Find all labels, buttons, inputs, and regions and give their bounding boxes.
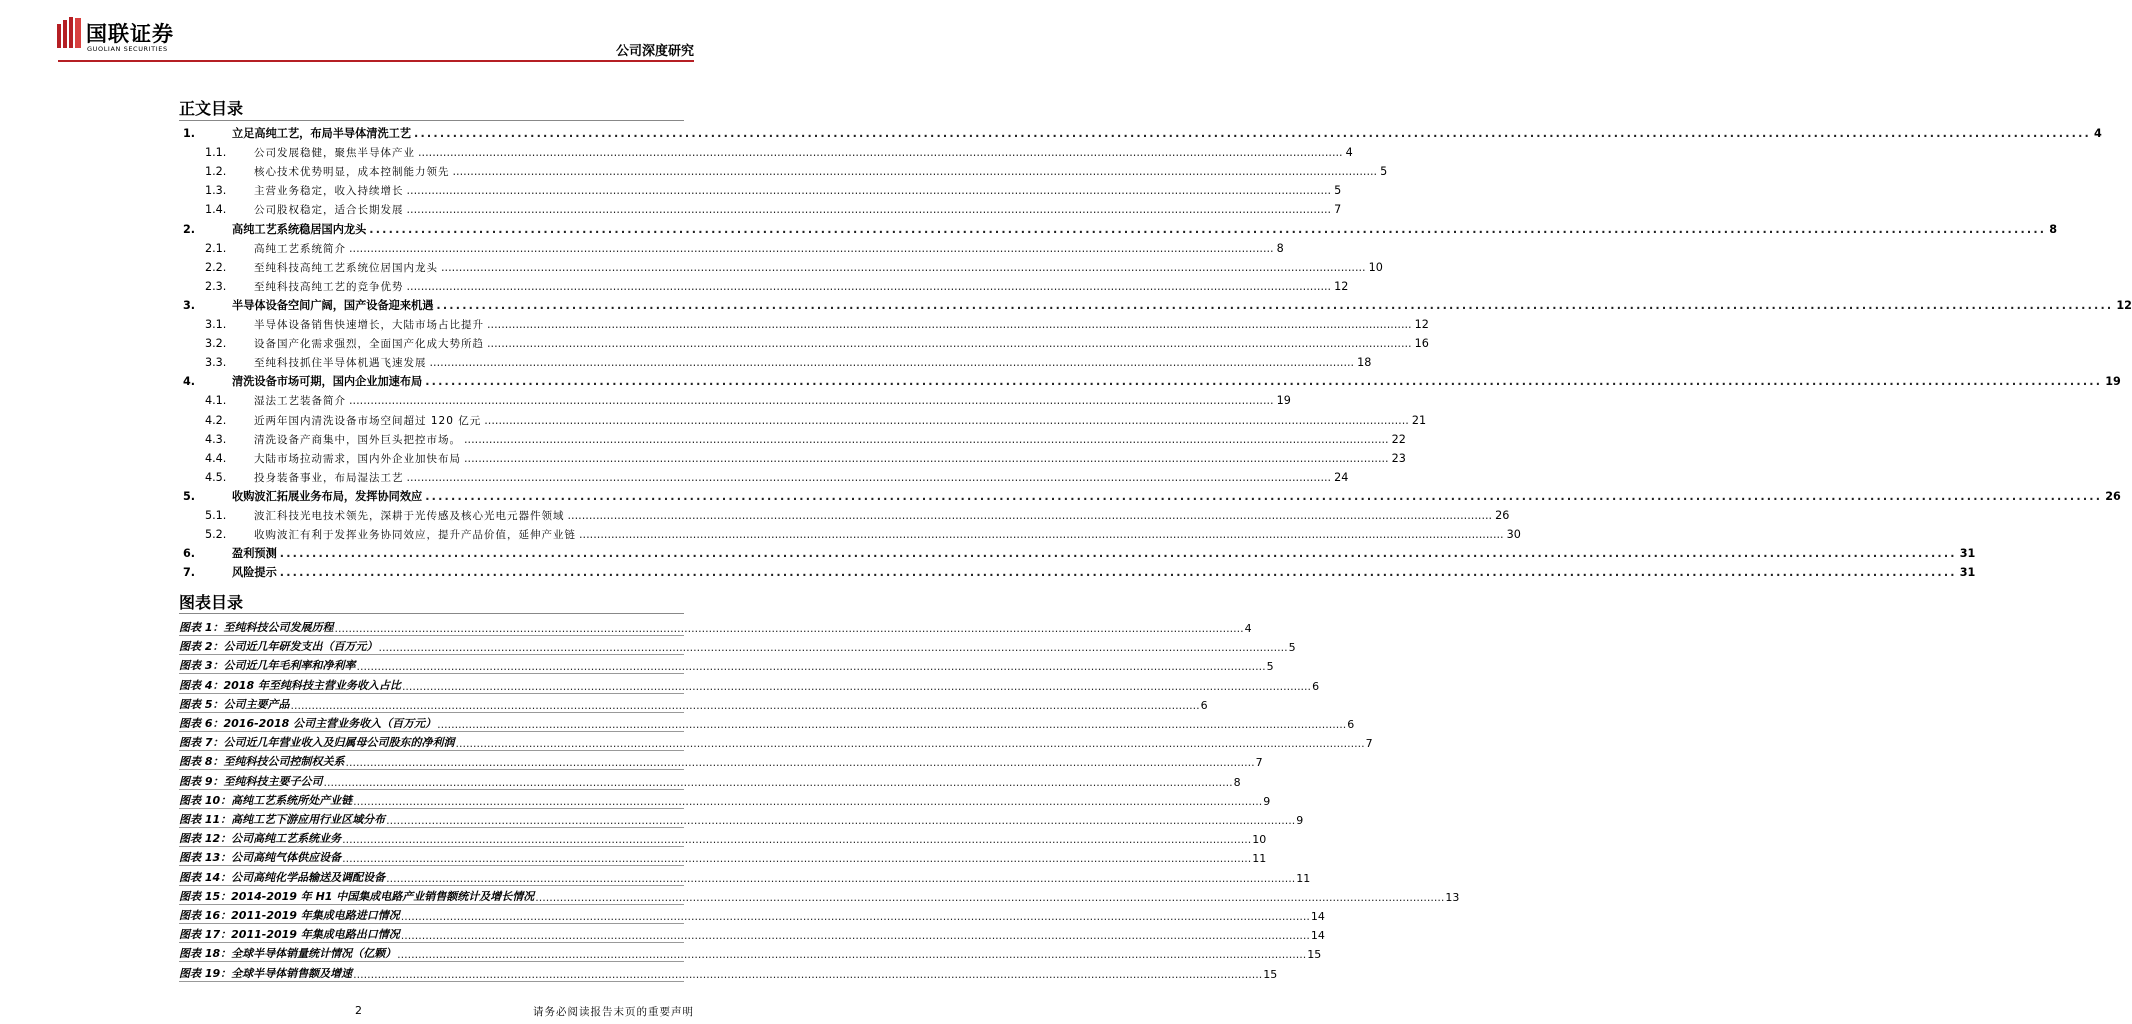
toc-entry-number: 1.2.	[205, 165, 227, 179]
toc-entry-number: 3.	[183, 298, 196, 312]
toc-leader-dots: ....................................................................................................................................................................................................................................................................	[464, 432, 1389, 446]
toc-entry-number: 1.3.	[205, 184, 227, 198]
figure-leader-dots: ....................................................................................................................................................................................................................................................................	[342, 852, 1252, 866]
toc-entry[interactable]	[179, 297, 2132, 315]
figure-entry-page: 5	[1288, 641, 1296, 655]
figure-leader-dots: ....................................................................................................................................................................................................................................................................	[334, 622, 1244, 635]
toc-entry[interactable]	[179, 125, 2102, 143]
toc-entry-title: 至纯科技高纯工艺的竞争优势	[254, 280, 404, 293]
figure-leader-dots: ....................................................................................................................................................................................................................................................................	[401, 679, 1312, 693]
toc-entry-number: 1.1.	[205, 146, 227, 160]
toc-leader-dots: ....................................................................................................................................................................................................................................................................	[406, 470, 1332, 484]
figure-entry-page: 14	[1310, 910, 1325, 923]
figure-entry-title: 图表 14：公司高纯化学品输送及调配设备	[179, 870, 386, 884]
toc-leader-dots: ....................................................................................................................................................................................................................................................................	[425, 375, 2103, 389]
figure-entry-page: 15	[1307, 948, 1322, 962]
toc-entry-page: 12	[1414, 318, 1429, 331]
toc-leader-dots: ....................................................................................................................................................................................................................................................................	[349, 394, 1274, 408]
toc-entry-number: 3.1.	[205, 318, 227, 331]
toc-entry-page: 18	[1357, 356, 1372, 370]
toc-entry-title: 近两年国内清洗设备市场空间超过 120 亿元	[254, 414, 482, 427]
figure-leader-dots: ....................................................................................................................................................................................................................................................................	[290, 698, 1200, 712]
toc-leader-dots: ....................................................................................................................................................................................................................................................................	[436, 298, 2114, 312]
figure-entry[interactable]	[179, 636, 1296, 655]
figure-entry-page: 7	[1365, 737, 1373, 751]
toc-entry[interactable]	[179, 259, 1383, 277]
toc-entry-page: 10	[1368, 260, 1383, 274]
figure-list-heading: 图表目录	[179, 593, 244, 612]
toc-entry-page: 4	[1345, 146, 1353, 160]
figure-entry[interactable]	[179, 675, 1320, 694]
figure-leader-dots: ....................................................................................................................................................................................................................................................................	[353, 794, 1263, 808]
toc-leader-dots: ....................................................................................................................................................................................................................................................................	[425, 489, 2103, 503]
toc-entry-page: 8	[2049, 222, 2058, 236]
figure-leader-dots: ....................................................................................................................................................................................................................................................................	[400, 929, 1310, 943]
figure-entry-page: 6	[1200, 698, 1208, 712]
toc-leader-dots: ....................................................................................................................................................................................................................................................................	[484, 413, 1409, 427]
toc-entry-title: 半导体设备空间广阔，国产设备迎来机遇	[232, 298, 434, 312]
figure-entry[interactable]	[179, 771, 1241, 790]
toc-entry-number: 2.2.	[205, 260, 227, 274]
toc-entry[interactable]	[179, 221, 2058, 239]
toc-entry-page: 23	[1391, 451, 1406, 465]
toc-entry-page: 22	[1391, 432, 1406, 446]
figure-leader-dots: ....................................................................................................................................................................................................................................................................	[455, 737, 1365, 751]
figure-entry[interactable]	[179, 905, 1325, 924]
toc-heading: 正文目录	[179, 99, 244, 118]
figure-entry-page: 6	[1347, 718, 1355, 731]
figure-entry[interactable]	[179, 732, 1373, 751]
toc-entry-page: 12	[1334, 279, 1349, 293]
toc-entry-title: 波汇科技光电技术领先，深耕于光传感及核心光电元器件领域	[254, 510, 565, 522]
figure-list-heading-rule	[179, 613, 684, 614]
figure-entry-title: 图表 15：2014-2019 年 H1 中国集成电路产业销售额统计及增长情况	[179, 889, 535, 903]
figure-entry-page: 13	[1445, 890, 1460, 904]
toc-entry-number: 2.3.	[205, 279, 227, 293]
toc-leader-dots: ....................................................................................................................................................................................................................................................................	[406, 203, 1332, 217]
toc-entry-title: 半导体设备销售快速增长，大陆市场占比提升	[254, 319, 484, 331]
toc-entry-number: 4.5.	[205, 470, 227, 484]
header-divider	[58, 60, 694, 62]
toc-entry-page: 24	[1334, 470, 1349, 484]
figure-entry-page: 10	[1252, 833, 1267, 847]
figure-entry[interactable]	[179, 713, 1355, 732]
toc-entry-title: 清洗设备产商集中，国外巨头把控市场。	[254, 433, 461, 446]
figure-leader-dots: ....................................................................................................................................................................................................................................................................	[356, 660, 1266, 674]
figure-entry-title: 图表 11：高纯工艺下游应用行业区域分布	[179, 813, 386, 826]
toc-leader-dots: ....................................................................................................................................................................................................................................................................	[487, 318, 1412, 331]
figure-entry-title: 图表 6：2016-2018 公司主营业务收入（百万元）	[179, 717, 437, 730]
toc-leader-dots: ....................................................................................................................................................................................................................................................................	[279, 547, 1957, 561]
toc-entry-page: 12	[2116, 298, 2132, 312]
toc-entry-page: 16	[1414, 337, 1429, 351]
figure-entry[interactable]	[179, 655, 1274, 674]
figure-leader-dots: ....................................................................................................................................................................................................................................................................	[397, 948, 1307, 962]
toc-entry[interactable]	[179, 392, 1291, 410]
figure-leader-dots: ....................................................................................................................................................................................................................................................................	[386, 814, 1296, 827]
figure-entry-page: 7	[1255, 756, 1263, 770]
figure-entry-page: 9	[1263, 794, 1271, 808]
toc-leader-dots: ....................................................................................................................................................................................................................................................................	[414, 127, 2091, 140]
toc-leader-dots: ....................................................................................................................................................................................................................................................................	[579, 528, 1504, 542]
toc-entry[interactable]	[179, 163, 1388, 181]
figure-entry-title: 图表 18：全球半导体销量统计情况（亿颗）	[179, 947, 397, 961]
toc-entry-page: 19	[2105, 375, 2121, 389]
toc-entry-number: 4.1.	[205, 394, 227, 408]
toc-entry-page: 26	[1495, 509, 1510, 522]
toc-entry-number: 1.4.	[205, 203, 227, 217]
toc-entry-page: 31	[1959, 547, 1976, 561]
toc-leader-dots: ....................................................................................................................................................................................................................................................................	[567, 509, 1493, 522]
toc-leader-dots: ....................................................................................................................................................................................................................................................................	[487, 337, 1412, 351]
toc-leader-dots: ....................................................................................................................................................................................................................................................................	[406, 279, 1332, 293]
toc-entry-page: 5	[1334, 184, 1342, 198]
toc-entry-number: 4.4.	[205, 451, 227, 465]
footer-disclaimer: 请务必阅读报告末页的重要声明	[533, 1006, 694, 1018]
toc-entry[interactable]	[179, 431, 1406, 449]
toc-entry-title: 风险提示	[232, 566, 277, 580]
toc-entry-number: 3.2.	[205, 337, 227, 351]
toc-entry[interactable]	[179, 488, 2121, 506]
toc-leader-dots: ....................................................................................................................................................................................................................................................................	[429, 356, 1355, 370]
toc-entry-title: 投身装备事业，布局湿法工艺	[254, 471, 404, 484]
figure-entry-title: 图表 4：2018 年至纯科技主营业务收入占比	[179, 678, 401, 692]
figure-leader-dots: ....................................................................................................................................................................................................................................................................	[345, 756, 1255, 770]
toc-heading-rule	[179, 120, 684, 121]
toc-leader-dots: ....................................................................................................................................................................................................................................................................	[452, 165, 1378, 179]
figure-entry-page: 15	[1263, 967, 1278, 981]
figure-entry-title: 图表 1：至纯科技公司发展历程	[179, 621, 334, 634]
toc-entry[interactable]	[179, 240, 1284, 258]
figure-entry[interactable]	[179, 828, 1267, 847]
toc-entry-number: 7.	[183, 566, 196, 580]
figure-entry[interactable]	[179, 617, 1252, 636]
figure-leader-dots: ....................................................................................................................................................................................................................................................................	[378, 641, 1288, 655]
toc-entry-page: 21	[1411, 413, 1427, 427]
figure-entry-title: 图表 9：至纯科技主要子公司	[179, 774, 323, 788]
toc-entry-title: 清洗设备市场可期，国内企业加速布局	[232, 375, 423, 389]
figure-entry-title: 图表 12：公司高纯工艺系统业务	[179, 832, 342, 846]
toc-entry-title: 至纯科技抓住半导体机遇飞速发展	[254, 357, 427, 370]
toc-entry-number: 3.3.	[205, 356, 227, 370]
toc-entry-number: 1.	[183, 127, 196, 140]
toc-leader-dots: ....................................................................................................................................................................................................................................................................	[441, 260, 1366, 274]
toc-entry[interactable]	[179, 450, 1406, 468]
figure-entry-title: 图表 2：公司近几年研发支出（百万元）	[179, 640, 378, 654]
toc-entry-page: 4	[2094, 127, 2102, 140]
toc-entry-number: 5.	[183, 489, 196, 503]
toc-entry-title: 高纯工艺系统稳居国内龙头	[232, 222, 367, 236]
toc-entry-number: 6.	[183, 547, 196, 561]
figure-entry[interactable]	[179, 943, 1322, 962]
toc-entry-number: 4.2.	[205, 413, 227, 427]
toc-entry[interactable]	[179, 182, 1342, 200]
toc-entry-title: 湿法工艺装备简介	[254, 395, 346, 408]
figure-entry[interactable]	[179, 790, 1271, 809]
toc-entry[interactable]	[179, 373, 2121, 391]
toc-entry[interactable]	[179, 469, 1349, 487]
toc-entry-page: 7	[1334, 203, 1342, 217]
figure-leader-dots: ....................................................................................................................................................................................................................................................................	[323, 775, 1233, 789]
document-type: 公司深度研究	[615, 44, 694, 59]
toc-entry-number: 4.	[183, 375, 196, 389]
toc-entry-number: 5.2.	[205, 528, 227, 542]
figure-entry-title: 图表 5：公司主要产品	[179, 697, 290, 711]
toc-entry-title: 大陆市场拉动需求，国内外企业加快布局	[254, 452, 461, 465]
toc-entry[interactable]	[179, 354, 1372, 372]
toc-entry-page: 8	[1276, 241, 1284, 255]
toc-entry-title: 主营业务稳定，收入持续增长	[254, 185, 404, 198]
figure-leader-dots: ....................................................................................................................................................................................................................................................................	[535, 890, 1445, 904]
toc-entry-title: 高纯工艺系统简介	[254, 242, 346, 255]
toc-entry[interactable]	[179, 526, 1521, 544]
page-number: 2	[355, 1004, 362, 1017]
figure-leader-dots: ....................................................................................................................................................................................................................................................................	[437, 718, 1347, 731]
figure-entry-title: 图表 19：全球半导体销售额及增速	[179, 966, 353, 980]
figure-leader-dots: ....................................................................................................................................................................................................................................................................	[342, 833, 1252, 847]
figure-entry-title: 图表 16：2011-2019 年集成电路进口情况	[179, 909, 400, 922]
figure-entry-page: 5	[1266, 660, 1274, 674]
toc-entry-title: 盈利预测	[232, 547, 277, 561]
toc-entry-title: 公司股权稳定，适合长期发展	[254, 204, 404, 217]
figure-entry-title: 图表 3：公司近几年毛利率和净利率	[179, 659, 356, 673]
toc-leader-dots: ....................................................................................................................................................................................................................................................................	[464, 451, 1389, 465]
company-logo-icon	[56, 16, 82, 50]
toc-entry[interactable]	[179, 545, 1976, 563]
figure-leader-dots: ....................................................................................................................................................................................................................................................................	[353, 967, 1263, 981]
figure-entry[interactable]	[179, 809, 1304, 828]
figure-entry[interactable]	[179, 963, 1278, 982]
toc-entry[interactable]	[179, 412, 1427, 430]
figure-entry-title: 图表 10：高纯工艺系统所处产业链	[179, 793, 353, 807]
toc-entry[interactable]	[179, 564, 1976, 582]
toc-entry[interactable]	[179, 144, 1353, 162]
toc-entry-title: 公司发展稳健，聚焦半导体产业	[254, 147, 415, 160]
toc-entry[interactable]	[179, 278, 1349, 296]
figure-entry-page: 9	[1296, 814, 1304, 827]
toc-leader-dots: ....................................................................................................................................................................................................................................................................	[418, 146, 1343, 160]
figure-entry[interactable]	[179, 886, 1460, 905]
toc-entry-title: 设备国产化需求强烈，全面国产化成大势所趋	[254, 338, 484, 351]
toc-entry-number: 2.1.	[205, 241, 227, 255]
figure-entry[interactable]	[179, 751, 1263, 770]
toc-entry[interactable]	[179, 201, 1342, 219]
figure-entry[interactable]	[179, 847, 1267, 866]
toc-entry-title: 核心技术优势明显，成本控制能力领先	[254, 166, 450, 179]
figure-entry[interactable]	[179, 924, 1325, 943]
company-name-en: GUOLIAN SECURITIES	[87, 45, 168, 53]
toc-entry-page: 5	[1380, 165, 1388, 179]
figure-entry-title: 图表 13：公司高纯气体供应设备	[179, 851, 342, 865]
toc-leader-dots: ....................................................................................................................................................................................................................................................................	[349, 241, 1274, 255]
toc-entry-number: 5.1.	[205, 509, 227, 522]
toc-entry-title: 收购波汇有利于发挥业务协同效应，提升产品价值，延伸产业链	[254, 529, 576, 542]
toc-entry-number: 4.3.	[205, 432, 227, 446]
toc-entry[interactable]	[179, 335, 1429, 353]
toc-entry[interactable]	[179, 507, 1510, 525]
toc-entry-title: 收购波汇拓展业务布局，发挥协同效应	[232, 489, 423, 503]
figure-entry[interactable]	[179, 694, 1208, 713]
figure-entry-page: 4	[1244, 622, 1252, 635]
toc-leader-dots: ....................................................................................................................................................................................................................................................................	[406, 184, 1332, 198]
figure-entry-page: 14	[1310, 929, 1325, 943]
toc-entry[interactable]	[179, 316, 1429, 334]
toc-entry-page: 31	[1959, 566, 1976, 580]
toc-entry-page: 26	[2105, 489, 2121, 503]
company-name-cn: 国联证券	[86, 22, 174, 46]
figure-entry-page: 6	[1312, 679, 1320, 693]
figure-entry-page: 8	[1233, 775, 1241, 789]
figure-entry-page: 11	[1252, 852, 1267, 866]
figure-entry-title: 图表 17：2011-2019 年集成电路出口情况	[179, 928, 400, 942]
toc-entry-page: 19	[1276, 394, 1291, 408]
figure-leader-dots: ....................................................................................................................................................................................................................................................................	[386, 871, 1296, 885]
toc-leader-dots: ....................................................................................................................................................................................................................................................................	[279, 566, 1957, 580]
toc-entry-title: 至纯科技高纯工艺系统位居国内龙头	[254, 261, 438, 274]
figure-entry-page: 11	[1296, 871, 1311, 885]
toc-entry-title: 立足高纯工艺，布局半导体清洗工艺	[232, 127, 412, 140]
figure-leader-dots: ....................................................................................................................................................................................................................................................................	[400, 910, 1310, 923]
toc-leader-dots: ....................................................................................................................................................................................................................................................................	[369, 222, 2047, 236]
figure-entry[interactable]	[179, 867, 1311, 886]
figure-entry-title: 图表 7：公司近几年营业收入及归属母公司股东的净利润	[179, 736, 455, 750]
figure-entry-title: 图表 8：至纯科技公司控制权关系	[179, 755, 345, 769]
toc-entry-page: 30	[1506, 528, 1521, 542]
toc-entry-number: 2.	[183, 222, 196, 236]
